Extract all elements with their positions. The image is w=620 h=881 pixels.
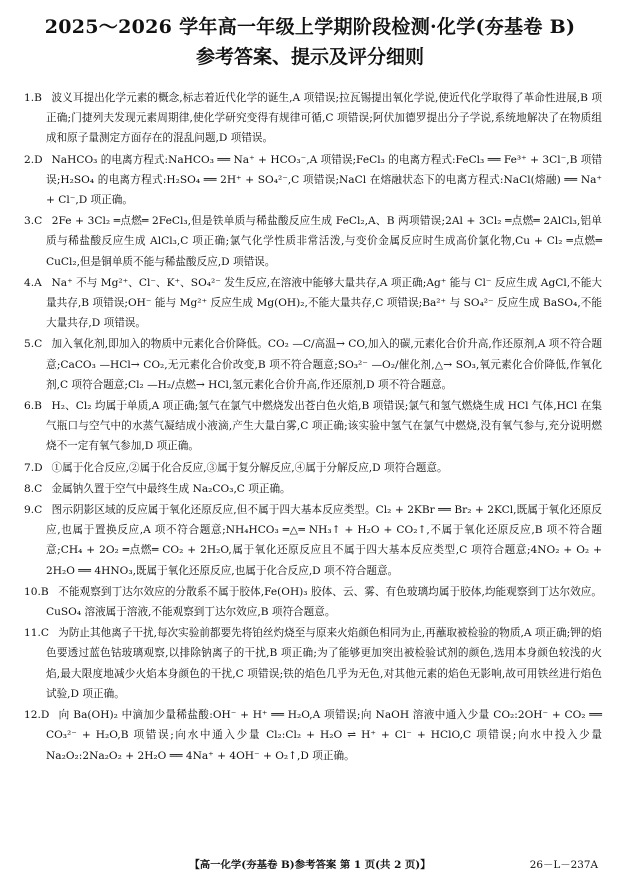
item-answer: C <box>34 338 43 351</box>
item-explanation: 金属钠久置于空气中最终生成 Na₂CO₃,C 项正确。 <box>51 482 291 495</box>
answer-item-5 <box>24 334 602 395</box>
item-number: 12. <box>24 709 41 722</box>
item-number: 9. <box>24 504 35 517</box>
answer-item-4 <box>24 273 602 334</box>
item-number: 11. <box>24 627 41 640</box>
answer-item-3 <box>24 211 602 272</box>
item-number: 7. <box>24 461 35 474</box>
document-code: 26－L－237A <box>529 859 598 871</box>
item-answer: C <box>34 482 43 495</box>
page-subtitle: 参考答案、提示及评分细则 <box>195 46 424 68</box>
item-answer: D <box>34 153 43 166</box>
page-title: 2025～2026 学年高一年级上学期阶段检测·化学(夯基卷 B) <box>44 16 576 38</box>
item-explanation: NaHCO₃ 的电离方程式:NaHCO₃ ══ Na⁺ + HCO₃⁻,A 项错误;FeCl₃ 的电离方程式:FeCl₃ ══ Fe³⁺ + 3Cl⁻,B 项错误;H₂SO₄ 的电离方程式:H₂SO₄ ══ 2H⁺ + SO₄²⁻,C 项错误;NaCl 在熔融状态下的电离方程式:NaCl(熔融) ══ Na⁺ + Cl⁻,D 项正确。 <box>46 153 602 207</box>
item-explanation: 2Fe + 3Cl₂ ═点燃═ 2FeCl₃,但是铁单质与稀盐酸反应生成 FeCl₂,A、B 两项错误;2Al + 3Cl₂ ═点燃═ 2AlCl₃,铝单质与稀盐酸反应生成 AlCl₃,C 项正确;氯气化学性质非常活泼,与变价金属反应时生成高价氯化物,Cu + Cl₂ ═点燃═ CuCl₂,但是铜单质不能与稀盐酸反应,D 项错误。 <box>46 215 602 268</box>
item-answer: D <box>40 709 50 722</box>
item-number: 8. <box>24 482 35 495</box>
item-explanation: 不能观察到丁达尔效应的分散系不属于胶体,Fe(OH)₃ 胶体、云、雾、有色玻璃均属于胶体,均能观察到丁达尔效应。CuSO₄ 溶液属于溶液,不能观察到丁达尔效应,B 项符合题意。 <box>46 585 602 619</box>
item-explanation: 为防止其他离子干扰,每次实验前都要先将铂丝灼烧至与原来火焰颜色相同为止,再蘸取被检验的物质,A 项正确;钾的焰色要透过蓝色钴玻璃观察,以排除钠离子的干扰,B 项正确;为了能够更加突出被检验试剂的颜色,选用本身颜色较浅的火焰,最大限度地减少火焰本身颜色的干扰,C 项错误;铁的焰色几乎为无色,对其他元素的焰色无影响,故可用铁丝进行焰色试验,D 项正确。 <box>46 627 603 700</box>
item-number: 10. <box>24 585 41 598</box>
item-answer: C <box>34 215 43 228</box>
item-answer: C <box>34 504 43 517</box>
item-explanation: 向 Ba(OH)₂ 中滴加少量稀盐酸:OH⁻ + H⁺ ══ H₂O,A 项错误;向 NaOH 溶液中通入少量 CO₂:2OH⁻ + CO₂ ══ CO₃²⁻ + H₂O,B 项错误;向水中通入少量 Cl₂:Cl₂ + H₂O ⇌ H⁺ + Cl⁻ + HClO,C 项错误;向水中投入少量 Na₂O₂:2Na₂O₂ + 2H₂O ══ 4Na⁺ + 4OH⁻ + O₂↑,D 项正确。 <box>46 709 602 762</box>
answer-item-1 <box>24 88 602 149</box>
item-explanation: ①属于化合反应,②属于化合反应,③属于复分解反应,④属于分解反应,D 项符合题意。 <box>51 461 448 474</box>
item-explanation: 加入氧化剂,即加入的物质中元素化合价降低。CO₂ —C/高温→ CO,加入的碳,元素化合价升高,作还原剂,A 项不符合题意;CaCO₃ —HCl→ CO₂,无元素化合价改变,B 项不符合题意;SO₃²⁻ —O₂/催化剂,△→ SO₃,氧元素化合价降低,作氧化剂,C 项符合题意;Cl₂ —H₂/点燃→ HCl,氢元素化合价升高,作还原剂,D 项不符合题意。 <box>46 338 602 391</box>
item-explanation: 波义耳提出化学元素的概念,标志着近代化学的诞生,A 项错误;拉瓦锡提出氧化学说,使近代化学取得了革命性进展,B 项正确;门捷列夫发现元素周期律,使化学研究变得有规律可循,C 项错误;阿伏加德罗提出分子学说,系统地解决了在物质组成和原子量测定方面存在的混乱问题,D 项错误。 <box>46 92 602 145</box>
item-answer: B <box>34 400 42 413</box>
item-explanation: H₂、Cl₂ 均属于单质,A 项正确;氢气在氯气中燃烧发出苍白色火焰,B 项错误;氯气和氢气燃烧生成 HCl 气体,HCl 在集气瓶口与空气中的水蒸气凝结成小液滴,产生大量白雾,C 项正确;该实验中氢气在氯气中燃烧,没有氧气参与,充分说明燃烧不一定有氧气参加,D 项正确。 <box>46 400 602 453</box>
page-footer: 【高一化学(夯基卷 B)参考答案 第 1 页(共 2 页)】 <box>189 859 431 871</box>
answer-item-12 <box>24 705 602 766</box>
answer-item-8 <box>24 479 602 499</box>
item-number: 5. <box>24 338 35 351</box>
answer-item-10 <box>24 582 602 622</box>
item-number: 2. <box>24 153 35 166</box>
item-number: 6. <box>24 400 35 413</box>
answer-item-9 <box>24 500 602 581</box>
answer-item-7 <box>24 458 602 478</box>
item-answer: D <box>34 461 43 474</box>
answer-item-6 <box>24 396 602 457</box>
item-answer: B <box>34 92 42 104</box>
answer-item-2 <box>24 150 602 211</box>
answers-list <box>24 88 602 767</box>
item-answer: C <box>40 627 49 640</box>
item-answer: A <box>34 276 42 289</box>
item-explanation: Na⁺ 不与 Mg²⁺、Cl⁻、K⁺、SO₄²⁻ 发生反应,在溶液中能够大量共存,A 项正确;Ag⁺ 能与 Cl⁻ 反应生成 AgCl,不能大量共存,B 项错误;OH⁻ 能与 Mg²⁺ 反应生成 Mg(OH)₂,不能大量共存,C 项错误;Ba²⁺ 与 SO₄²⁻ 反应生成 BaSO₄,不能大量共存,D 项错误。 <box>46 276 602 330</box>
item-explanation: 图示阴影区域的反应属于氧化还原反应,但不属于四大基本反应类型。Cl₂ + 2KBr ══ Br₂ + 2KCl,既属于氧化还原反应,也属于置换反应,A 项不符合题意;NH₄HCO₃ ═△═ NH₃↑ + H₂O + CO₂↑,不属于氧化还原反应,B 项不符合题意;CH₄ + 2O₂ ═点燃═ CO₂ + 2H₂O,属于氧化还原反应且不属于四大基本反应类型,C 项符合题意;4NO₂ + O₂ + 2H₂O ══ 4HNO₃,既属于氧化还原反应,也属于化合反应,D 项不符合题意。 <box>46 504 602 577</box>
answer-item-11 <box>24 623 602 704</box>
item-number: 3. <box>24 215 35 228</box>
item-number: 1. <box>24 92 35 104</box>
item-answer: B <box>40 585 49 598</box>
item-number: 4. <box>24 276 35 289</box>
